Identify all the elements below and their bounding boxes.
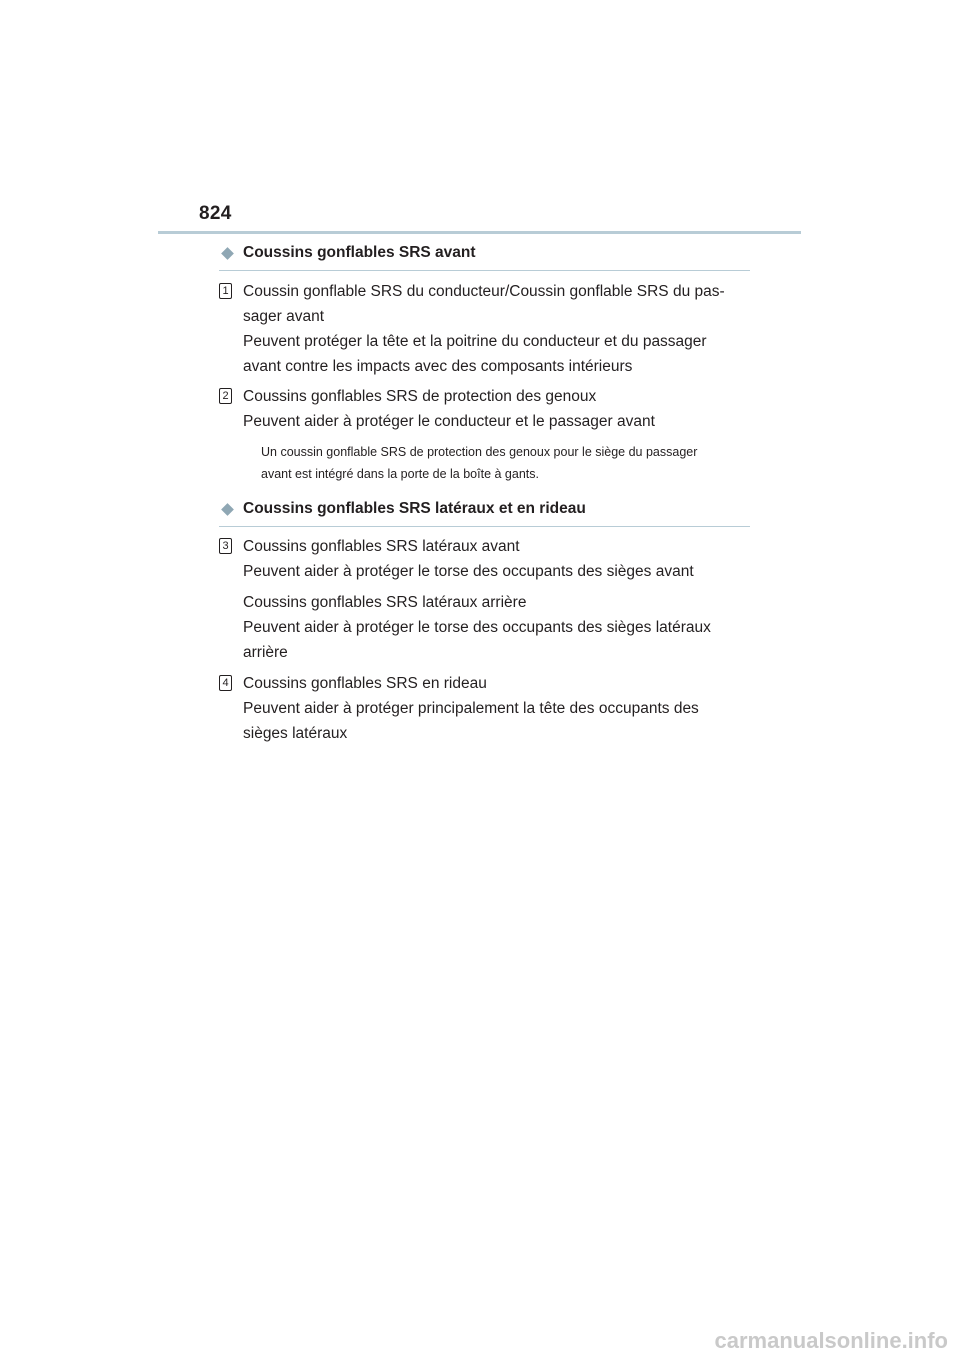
section-rule	[219, 270, 750, 271]
list-item	[222, 384, 745, 434]
item-line: Coussins gonflables SRS latéraux avant	[243, 538, 520, 555]
item-line: sièges latéraux	[243, 725, 348, 742]
item-line: Peuvent aider à protéger le conducteur et le passager avant	[243, 413, 655, 430]
item-line: Coussin gonflable SRS du conducteur/Coussin gonflable SRS du pas-	[243, 283, 725, 300]
list-item	[222, 534, 745, 584]
diamond-bullet-icon	[221, 247, 234, 260]
item-line: Peuvent aider à protéger le torse des occupants des sièges avant	[243, 563, 694, 580]
number-badge: 1	[219, 283, 232, 299]
item-line: arrière	[243, 644, 288, 661]
section-front-airbags	[219, 242, 750, 271]
page-number: 824	[199, 203, 232, 224]
item-line: sager avant	[243, 308, 324, 325]
item-line: Peuvent aider à protéger principalement la tête des occupants des	[243, 700, 699, 717]
number-badge: 3	[219, 538, 232, 554]
list-item	[222, 279, 745, 379]
section-title-text: Coussins gonflables SRS avant	[243, 244, 476, 261]
note-line: avant est intégré dans la porte de la boîte à gants.	[261, 467, 539, 481]
section-title-text: Coussins gonflables SRS latéraux et en rideau	[243, 500, 586, 517]
section-side-curtain-airbags	[219, 498, 750, 527]
number-badge: 4	[219, 675, 232, 691]
note-text	[261, 441, 747, 485]
number-badge: 2	[219, 388, 232, 404]
item-line: Coussins gonflables SRS latéraux arrière	[243, 594, 527, 611]
item-line: avant contre les impacts avec des composants intérieurs	[243, 358, 633, 375]
section-title	[219, 498, 750, 520]
note-line: Un coussin gonflable SRS de protection des genoux pour le siège du passager	[261, 445, 698, 459]
list-item	[243, 590, 745, 665]
item-line: Peuvent protéger la tête et la poitrine du conducteur et du passager	[243, 333, 707, 350]
item-line: Peuvent aider à protéger le torse des occupants des sièges latéraux	[243, 619, 711, 636]
diamond-bullet-icon	[221, 503, 234, 516]
header-rule	[158, 231, 801, 234]
list-item	[222, 671, 745, 746]
section-rule	[219, 526, 750, 527]
item-line: Coussins gonflables SRS de protection des genoux	[243, 388, 597, 405]
watermark: carmanualsonline.info	[714, 1328, 948, 1353]
section-title	[219, 242, 750, 264]
item-line: Coussins gonflables SRS en rideau	[243, 675, 487, 692]
